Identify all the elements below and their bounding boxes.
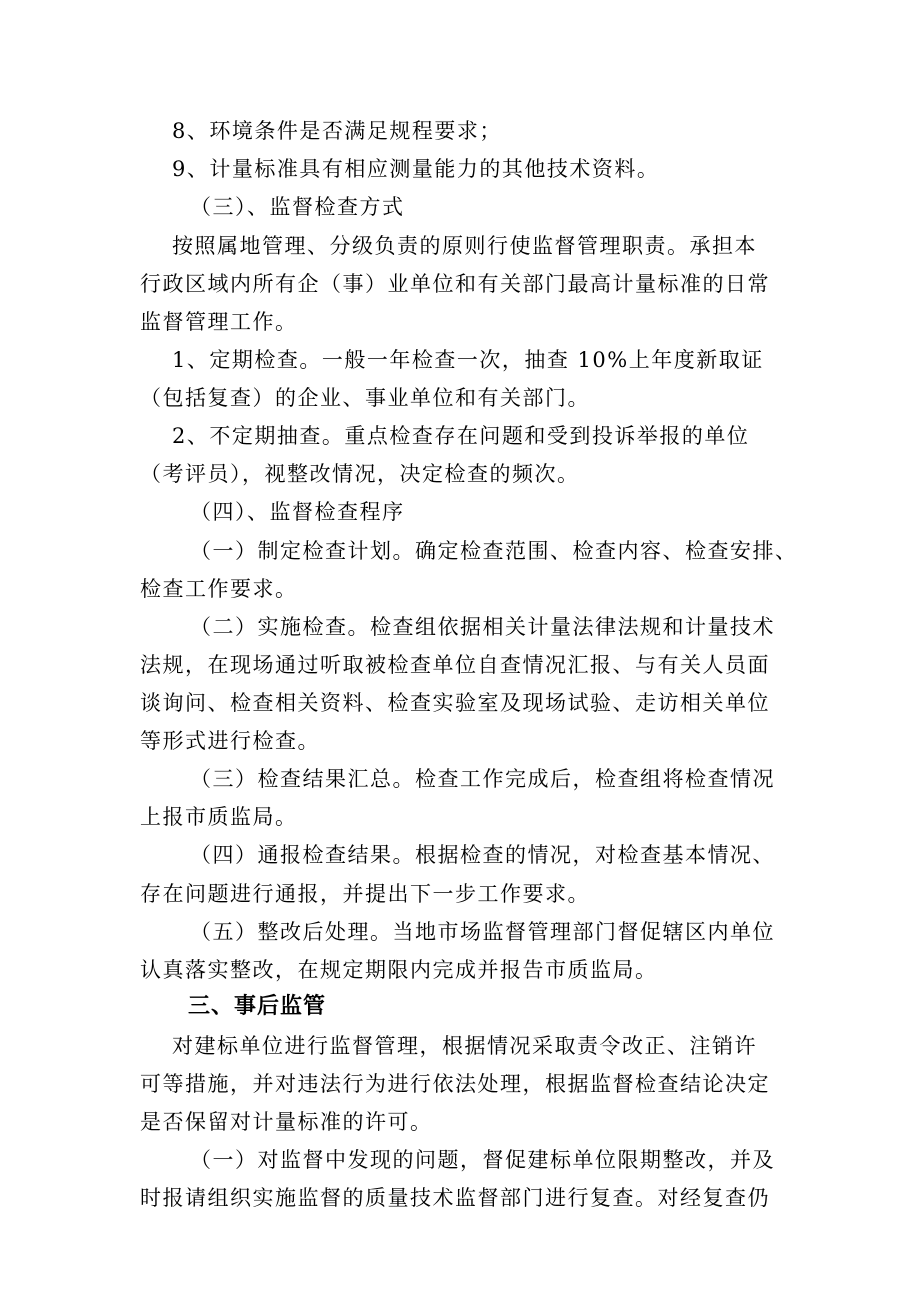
text-line: 按照属地管理、分级负责的原则行使监督管理职责。承担本 (172, 234, 757, 258)
text-line: 存在问题进行通报，并提出下一步工作要求。 (140, 882, 590, 906)
text-line: （一）对监督中发现的问题，督促建标单位限期整改，并及 (190, 1148, 775, 1172)
text-line: 谈询问、检查相关资料、检查实验室及现场试验、走访相关单位 (140, 691, 770, 715)
text-line: 对建标单位进行监督管理，根据情况采取责令改正、注销许 (172, 1034, 757, 1058)
text-line: 时报请组织实施监督的质量技术监督部门进行复查。对经复查仍 (140, 1186, 770, 1210)
text-line: 1、定期检查。一般一年检查一次，抽查 10%上年度新取证 (172, 348, 764, 372)
text-line: 检查工作要求。 (140, 577, 298, 601)
text-line: （四）通报检查结果。根据检查的情况，对检查基本情况、 (190, 843, 775, 867)
text-line: 上报市质监局。 (140, 805, 298, 829)
text-line: （包括复查）的企业、事业单位和有关部门。 (140, 386, 590, 410)
text-line: 法规，在现场通过听取被检查单位自查情况汇报、与有关人员面 (140, 653, 770, 677)
text-line: 8、环境条件是否满足规程要求； (172, 119, 502, 143)
text-line: 可等措施，并对违法行为进行依法处理，根据监督检查结论决定 (140, 1072, 770, 1096)
text-line: 2、不定期抽查。重点检查存在问题和受到投诉举报的单位 (172, 424, 750, 448)
section-heading: 三、事后监管 (188, 994, 327, 1019)
text-line: 认真落实整改，在规定期限内完成并报告市质监局。 (140, 958, 658, 982)
text-line: 是否保留对计量标准的许可。 (140, 1110, 433, 1134)
text-line: （一）制定检查计划。确定检查范围、检查内容、检查安排、 (190, 539, 798, 563)
text-line: （五）整改后处理。当地市场监督管理部门督促辖区内单位 (190, 920, 775, 944)
section-subheading: （四）、监督检查程序 (190, 500, 405, 524)
text-line: （三）检查结果汇总。检查工作完成后，检查组将检查情况 (190, 767, 775, 791)
text-line: 监督管理工作。 (140, 310, 298, 334)
text-line: 9、计量标准具有相应测量能力的其他技术资料。 (172, 157, 660, 181)
section-subheading: （三）、监督检查方式 (190, 195, 405, 219)
text-line: （考评员），视整改情况，决定检查的频次。 (140, 462, 580, 486)
text-line: 行政区域内所有企（事）业单位和有关部门最高计量标准的日常 (140, 272, 770, 296)
text-line: （二）实施检查。检查组依据相关计量法律法规和计量技术 (190, 615, 775, 639)
text-line: 等形式进行检查。 (140, 729, 320, 753)
